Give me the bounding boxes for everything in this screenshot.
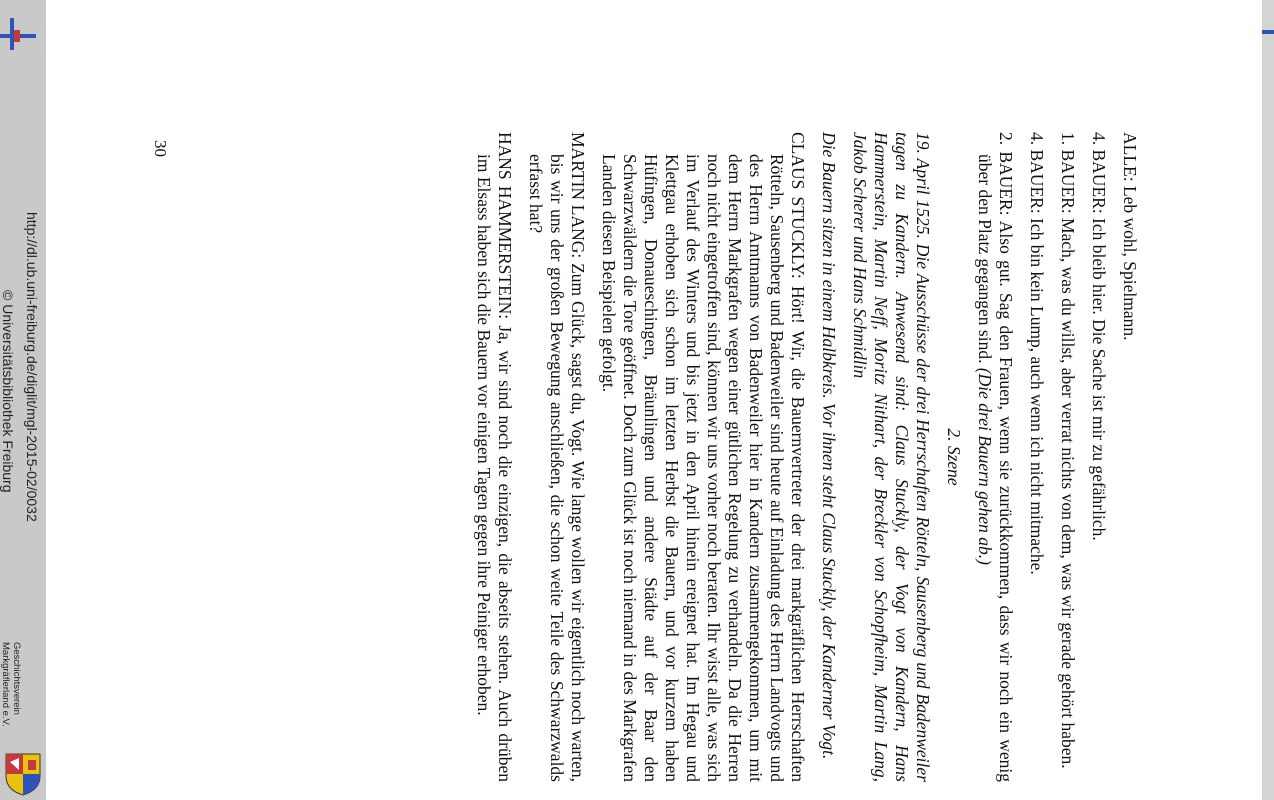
coat-of-arms-icon	[4, 752, 42, 796]
dialogue-text: 2. BAUER: Also gut. Sag den Frauen, wenn sie zurückkommen, dass wir noch ein wenig über den Platz gegangen sind.	[975, 132, 1016, 782]
dialogue-line: 4. BAUER: Ich bleib hier. Die Sache ist mir zu gefährlich.	[1089, 132, 1109, 541]
dialogue-line	[974, 132, 1016, 782]
footer-url-link[interactable]: http://dl.ub.uni-freiburg.de/diglit/mgl-2015-02/0032	[24, 212, 40, 522]
stage-direction: Die Bauern sitzen in einem Halbkreis. Vor ihnen steht Claus Stuckly, der Kanderner Vogt.	[819, 132, 839, 760]
scene-heading: 2. Szene	[944, 428, 964, 486]
dialogue-line: HANS HAMMERSTEIN: Ja, wir sind noch die einzigen, die abseits stehen. Auch drüben im Elsass haben sich die Bauern vor einigen Tagen gegen ihre Peiniger erhoben.	[474, 132, 515, 782]
footer-copyright: © Universitätsbibliothek Freiburg	[0, 290, 16, 493]
stage-direction: (Die drei Bauern gehen ab.)	[975, 367, 995, 565]
publisher-name	[0, 642, 22, 727]
dialogue-line: 4. BAUER: Ich bin kein Lump, auch wenn ich nicht mitmache.	[1027, 132, 1047, 575]
dialogue-line: 1. BAUER: Mach, was du willst, aber verrat nichts von dem, was wir gerade gehört haben.	[1058, 132, 1078, 769]
dialogue-line: MARTIN LANG: Zum Glück, sagst du, Vogt. Wie lange wollen wir eigentlich noch warten, bis wir uns der großen Bewegung anschließen, die schon weite Teile des Schwarzwalds erfasst hat?	[526, 132, 588, 782]
dialogue-line: CLAUS STUCKLY: Hört! Wir, die Bauernvertreter der drei markgräflichen Herrschaften Rötteln, Sausenberg und Badenweiler sind heute auf Einladung des Herrn Landvogts und des Herrn Amtmanns von Badenweiler hier in Kandern zusammengekommen, um mit dem Herrn Markgrafen wegen einer gütlichen Regelung zu verhandeln. Da die Herren noch nicht eingetroffen sind, können wir uns vorher noch beraten. Ihr wisst alle, was sich im Verlauf des Winters und bis jetzt in den April hinein ereignet hat. Im Hegau und Klettgau erhoben sich schon im letzten Herbst die Bauern, und vor kurzem haben Hüfingen, Donaueschingen, Bräunlingen und andere Städte auf der Baar den Schwarzwäldern die Tore geöffnet. Doch zum Glück ist noch niemand in des Markgrafen Landen diesen Beispielen gefolgt.	[599, 132, 808, 782]
scan-right-margin	[1262, 0, 1274, 800]
stage-direction: 19. April 1525. Die Ausschüsse der drei Herrschaften Rötteln, Sausenberg und Badenweiler tagen zu Kandern. Anwesend sind: Claus Stuckly, der Vogt von Kandern, Hans Hammerstein, Martin Neff, Moritz Nithart, der Breckler von Schopfheim, Martin Lang, Jakob Scherer und Hans Schmidlin	[850, 132, 933, 782]
publisher-line: Markgräflerland e.V.	[0, 642, 11, 727]
page-number: 30	[151, 140, 170, 157]
registration-mark	[14, 30, 20, 42]
page-text-column	[463, 132, 1140, 782]
registration-mark	[1262, 30, 1274, 34]
publisher-line: Geschichtsverein	[11, 642, 22, 715]
dialogue-line: ALLE: Leb wohl, Spielmann.	[1120, 132, 1140, 341]
